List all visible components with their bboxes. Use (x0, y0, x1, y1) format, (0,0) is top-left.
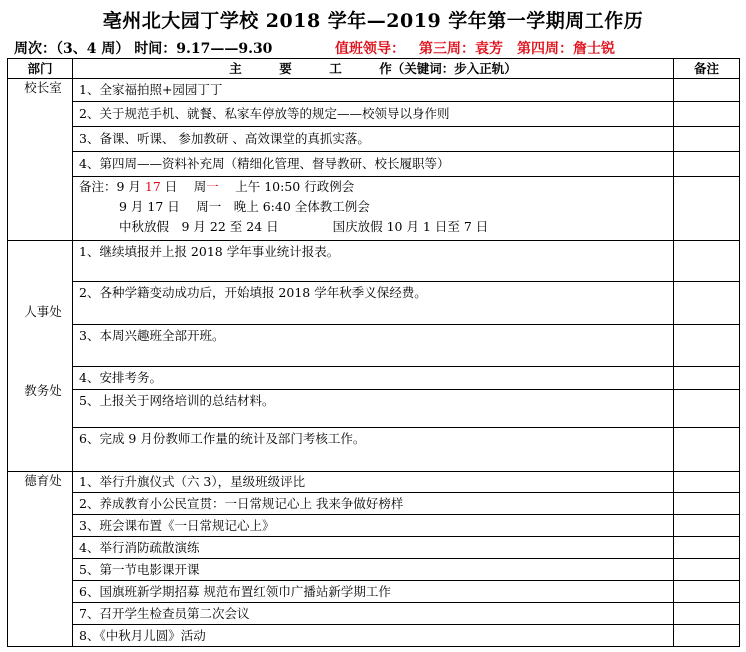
table-row (8, 603, 740, 625)
table-row (8, 241, 740, 282)
remark-cell (674, 325, 740, 367)
list-item: 3、班会课布置《一日常规记心上》 (73, 515, 674, 537)
list-item: 2、关于规范手机、就餐、私家车停放等的规定——校领导以身作则 (73, 102, 674, 127)
list-item: 6、国旗班新学期招募 规范布置红领巾广播站新学期工作 (73, 581, 674, 603)
remark-cell (674, 559, 740, 581)
principal-notes (73, 177, 674, 241)
remark-cell (674, 177, 740, 241)
duty-label: 值班领导： (335, 41, 405, 57)
week4-leader: 第四周：詹士锐 (517, 41, 615, 57)
table-row (8, 515, 740, 537)
remark-cell (674, 367, 740, 390)
dept-header: 部门 (8, 59, 73, 79)
duty-leaders (335, 38, 629, 58)
list-item: 3、本周兴趣班全部开班。 (73, 325, 674, 367)
remark-cell (674, 102, 740, 127)
header-row (8, 59, 740, 79)
table-row (8, 537, 740, 559)
list-item: 5、上报关于网络培训的总结材料。 (73, 390, 674, 428)
weekly-work-calendar (7, 58, 740, 647)
list-item: 5、第一节电影课开课 (73, 559, 674, 581)
remark-cell (674, 152, 740, 177)
week-time-label: 周次：（3、4 周） 时间：9.17——9.30 (14, 41, 273, 57)
main-work-header: 主 要 工 作（关键词：步入正轨） (73, 59, 674, 79)
dept-principal: 校长室 (8, 79, 73, 241)
dept-moral: 德育处 (8, 472, 73, 647)
table-row (8, 581, 740, 603)
table-row (8, 79, 740, 102)
list-item: 4、安排考务。 (73, 367, 674, 390)
table-row (8, 472, 740, 493)
remark-cell (674, 241, 740, 282)
note-line-3: 中秋放假 9 月 22 至 24 日 国庆放假 10 月 1 日至 7 日 (119, 219, 489, 234)
remark-cell (674, 537, 740, 559)
list-item: 2、养成教育小公民宣贯：一日常规记心上 我来争做好榜样 (73, 493, 674, 515)
remark-cell (674, 428, 740, 472)
table-row (8, 493, 740, 515)
table-row (8, 390, 740, 428)
table-row (8, 625, 740, 647)
list-item: 1、继续填报并上报 2018 学年事业统计报表。 (73, 241, 674, 282)
list-item: 4、举行消防疏散演练 (73, 537, 674, 559)
list-item: 1、举行升旗仪式（六 3），星级班级评比 (73, 472, 674, 493)
list-item: 8、《中秋月儿圆》活动 (73, 625, 674, 647)
list-item: 6、完成 9 月份教师工作量的统计及部门考核工作。 (73, 428, 674, 472)
remark-cell (674, 603, 740, 625)
list-item: 1、全家福拍照+园园丁丁 (73, 79, 674, 102)
table-row (8, 152, 740, 177)
remark-header: 备注 (674, 59, 740, 79)
week3-leader: 第三周：袁芳 (419, 41, 503, 57)
list-item: 4、第四周——资料补充周（精细化管理、督导教研、校长履职等） (73, 152, 674, 177)
remark-cell (674, 581, 740, 603)
dept-hr: 人事处 (24, 304, 62, 319)
remark-cell (674, 390, 740, 428)
note-line-2: 9 月 17 日 周一 晚上 6:40 全体教工例会 (119, 199, 370, 214)
table-row (8, 127, 740, 152)
remark-cell (674, 282, 740, 325)
table-row (8, 428, 740, 472)
remark-cell (674, 493, 740, 515)
list-item: 3、备课、听课、 参加教研 、高效课堂的真抓实落。 (73, 127, 674, 152)
remark-cell (674, 625, 740, 647)
remark-cell (674, 515, 740, 537)
table-row (8, 102, 740, 127)
page-title: 亳州北大园丁学校 2018 学年—2019 学年第一学期周工作历 (102, 10, 644, 32)
table-row (8, 367, 740, 390)
table-row (8, 325, 740, 367)
note-line-1: 备注：9 月 17 日 周一 上午 10:50 行政例会 (79, 179, 355, 194)
table-row (8, 282, 740, 325)
dept-academic: 教务处 (24, 383, 62, 398)
remark-cell (674, 472, 740, 493)
list-item: 2、各种学籍变动成功后，开始填报 2018 学年秋季义保经费。 (73, 282, 674, 325)
table-row (8, 177, 740, 241)
dept-hr-academic (8, 241, 73, 472)
remark-cell (674, 127, 740, 152)
list-item: 7、召开学生检查员第二次会议 (73, 603, 674, 625)
remark-cell (674, 79, 740, 102)
table-row (8, 559, 740, 581)
